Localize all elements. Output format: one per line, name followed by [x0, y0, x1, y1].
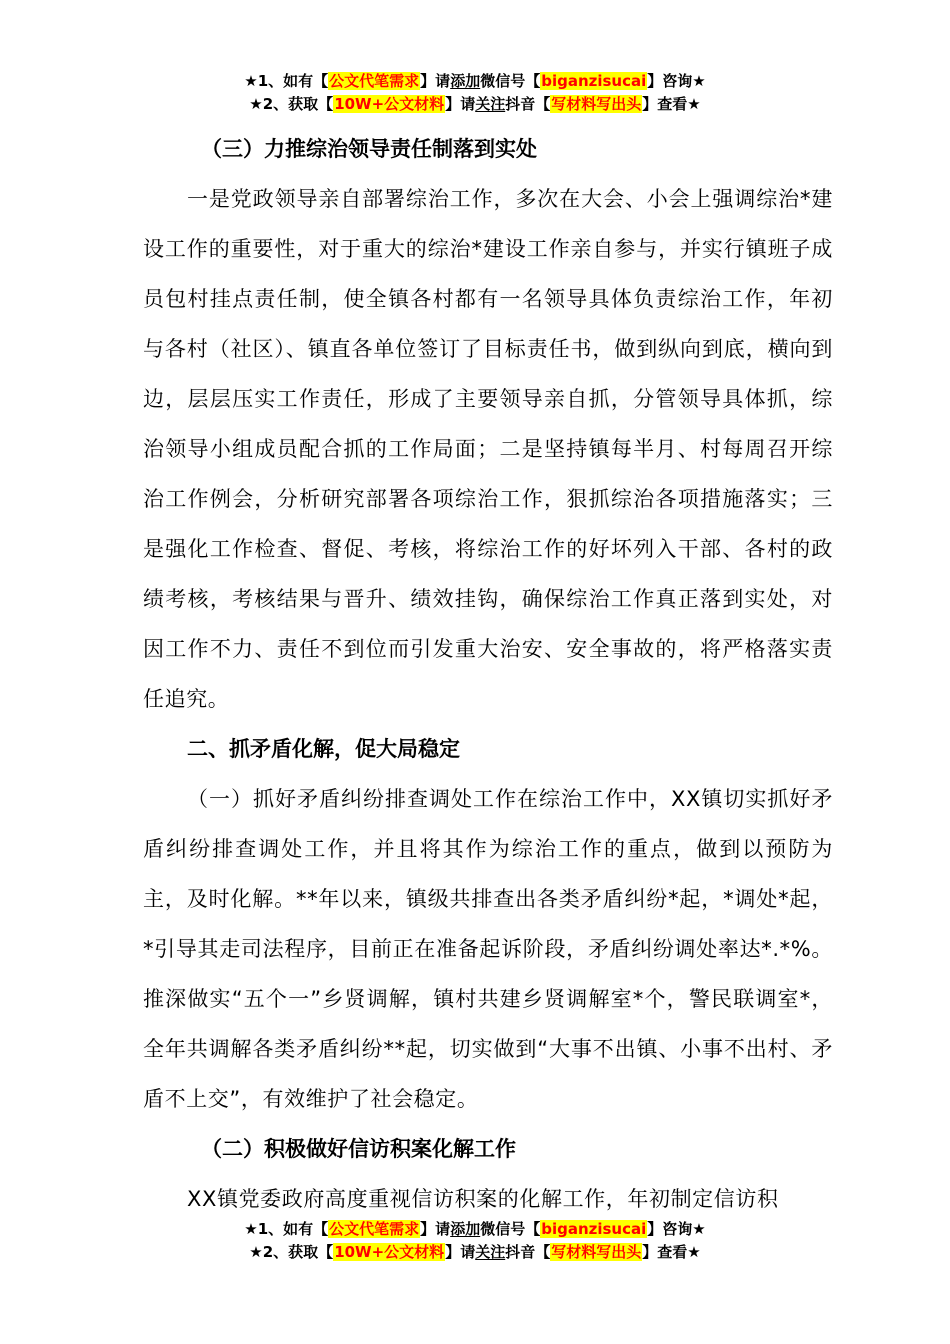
banner-text: 】请	[420, 72, 451, 90]
banner-underlined: 添加	[450, 1220, 481, 1238]
banner-text: 】查看★	[642, 95, 701, 113]
banner-text: 】查看★	[642, 1243, 701, 1261]
banner-wechat-id: biganzisucai	[541, 72, 647, 90]
banner-line-1	[0, 70, 950, 93]
banner-line-2	[0, 93, 950, 116]
banner-text: 微信号【	[480, 1220, 541, 1238]
banner-line-2	[0, 1241, 950, 1264]
banner-text: 微信号【	[480, 72, 541, 90]
banner-text: 抖音【	[505, 1243, 551, 1261]
banner-text: 】请	[445, 1243, 476, 1261]
banner-highlight: 公文代笔需求	[329, 1220, 420, 1238]
banner-douyin-id: 写材料写出头	[551, 1243, 642, 1261]
banner-text: 】咨询★	[647, 1220, 706, 1238]
top-banner	[0, 70, 950, 116]
paragraph-1: 一是党政领导亲自部署综治工作，多次在大会、小会上强调综治*建设工作的重要性，对于重大的综治*建设工作亲自参与，并实行镇班子成员包村挂点责任制，使全镇各村都有一名领导具体负责综治工作，年初与各村（社区）、镇直各单位签订了目标责任书，做到纵向到底，横向到边，层层压实工作责任，形成了主要领导亲自抓，分管领导具体抓，综治领导小组成员配合抓的工作局面；二是坚持镇每半月、村每周召开综治工作例会，分析研究部署各项综治工作，狠抓综治各项措施落实；三是强化工作检查、督促、考核，将综治工作的好坏列入干部、各村的政绩考核，考核结果与晋升、绩效挂钩，确保综治工作真正落到实处，对因工作不力、责任不到位而引发重大治安、安全事故的，将严格落实责任追究。	[143, 187, 833, 711]
banner-text: ★1、如有【	[244, 72, 329, 90]
banner-text: 】请	[420, 1220, 451, 1238]
paragraph-2: （一）抓好矛盾纠纷排查调处工作在综治工作中，XX镇切实抓好矛盾纠纷排查调处工作，并且将其作为综治工作的重点，做到以预防为主，及时化解。**年以来，镇级共排查出各类矛盾纠纷*起，*调处*起，*引导其走司法程序，目前正在准备起诉阶段，矛盾纠纷调处率达*.*%。推深做实“五个一”乡贤调解，镇村共建乡贤调解室*个，警民联调室*，全年共调解各类矛盾纠纷**起，切实做到“大事不出镇、小事不出村、矛盾不上交”，有效维护了社会稳定。	[143, 787, 833, 1111]
section-heading-3: （三）力推综治领导责任制落到实处	[201, 137, 537, 161]
bottom-banner	[0, 1218, 950, 1264]
subsection-heading-2: （二）积极做好信访积案化解工作	[201, 1137, 516, 1161]
banner-text: ★2、获取【	[249, 95, 334, 113]
banner-douyin-id: 写材料写出头	[551, 95, 642, 113]
banner-text: 抖音【	[505, 95, 551, 113]
document-body	[143, 128, 833, 1224]
banner-highlight: 10W+公文材料	[334, 1243, 445, 1261]
banner-line-1	[0, 1218, 950, 1241]
banner-wechat-id: biganzisucai	[541, 1220, 647, 1238]
banner-underlined: 添加	[450, 72, 481, 90]
banner-text: 】咨询★	[647, 72, 706, 90]
banner-text: ★2、获取【	[249, 1243, 334, 1261]
banner-highlight: 公文代笔需求	[329, 72, 420, 90]
banner-text: ★1、如有【	[244, 1220, 329, 1238]
banner-underlined: 关注	[475, 1243, 506, 1261]
banner-underlined: 关注	[475, 95, 506, 113]
banner-text: 】请	[445, 95, 476, 113]
paragraph-3: XX镇党委政府高度重视信访积案的化解工作，年初制定信访积	[187, 1187, 779, 1211]
section-heading-2: 二、抓矛盾化解，促大局稳定	[187, 737, 460, 761]
banner-highlight: 10W+公文材料	[334, 95, 445, 113]
